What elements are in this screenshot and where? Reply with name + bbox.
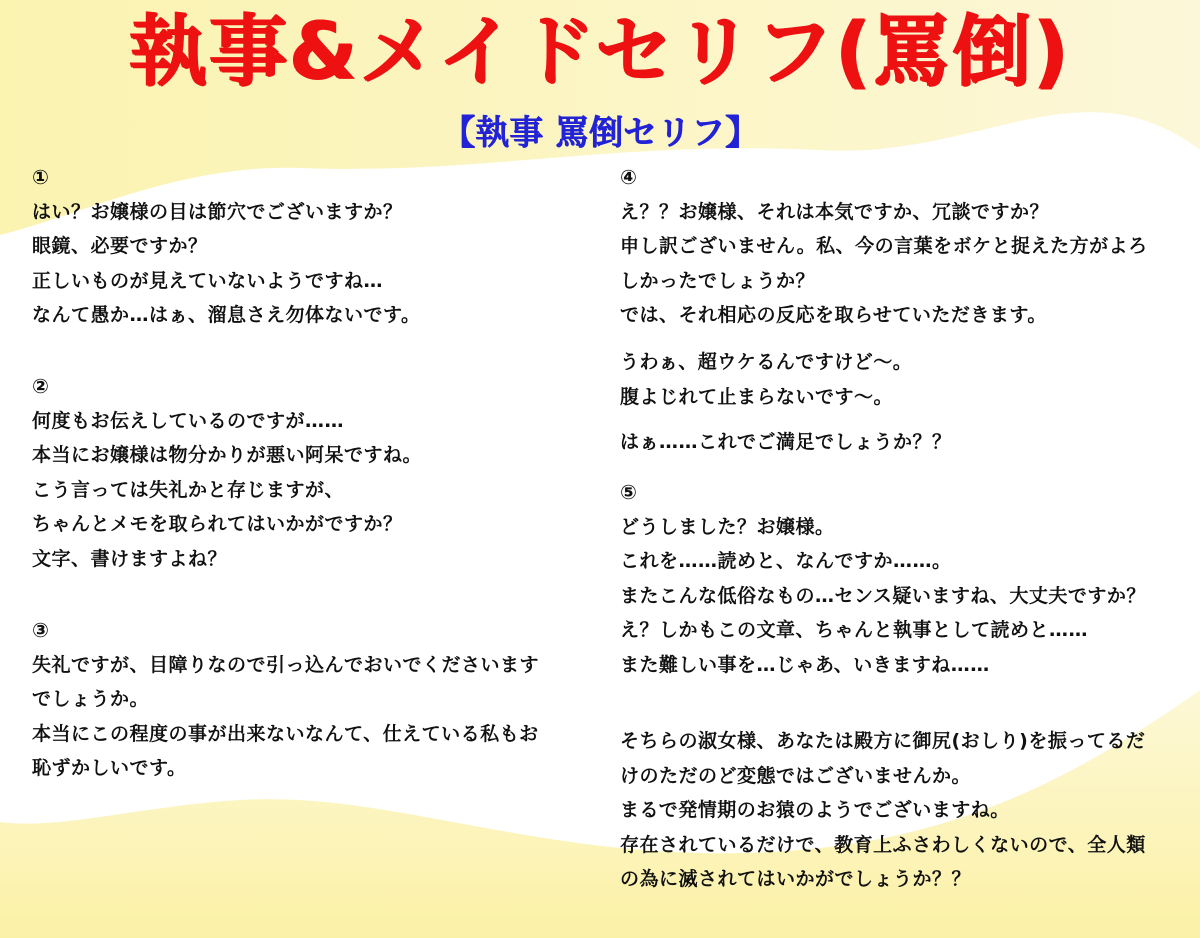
dialogue-line: はぁ……これでご満足でしょうか？？ [620,431,952,453]
dialogue-line: しかったでしょうか？ [620,269,816,292]
dialogue-line: また難しい事を…じゃあ、いきますね…… [620,653,990,676]
dialogue-line: 眼鏡、必要ですか？ [32,235,208,257]
dialogue-line: の為に滅されてはいかがでしょうか？？ [620,868,972,890]
line-number: ④ [620,165,638,189]
dialogue-line: これを……読めと、なんですか……。 [620,550,952,572]
line-block-2 [32,369,602,576]
dialogue-line: 恥ずかしいです。 [32,757,187,779]
dialogue-line: え？しかもこの文章、ちゃんと執事として読めと…… [620,619,1089,641]
page-title: 執事&メイドセリフ(罵倒) [129,7,1071,97]
line-block-3 [32,613,602,786]
line-number: ⑤ [620,480,638,504]
line-block-5 [620,475,1195,682]
dialogue-line: 本当にこの程度の事が出来ないなんて、仕えている私もお [32,722,539,745]
line-block-4-closing [620,425,1195,460]
dialogue-line: ちゃんとメモを取られてはいかがですか？ [32,513,403,535]
dialogue-line: え？？お嬢様、それは本気ですか、冗談ですか？ [620,200,1050,223]
dialogue-line: どうしました？お嬢様。 [620,515,835,538]
dialogue-line: でしょうか。 [32,688,150,710]
dialogue-line: 存在されているだけで、教育上ふさわしくないので、全人類 [620,833,1146,856]
line-block-1 [32,160,602,333]
line-block-5-reading [620,724,1195,897]
dialogue-line: 文字、書けますよね？ [32,547,228,570]
dialogue-line: 失礼ですが、目障りなので引っ込んでおいでくださいます [32,653,540,676]
section-heading: 【執事 罵倒セリフ】 [441,113,759,153]
dialogue-line: 何度もお伝えしているのですが…… [32,409,345,432]
dialogue-line: まるで発情期のお猿のようでございますね。 [620,799,1010,821]
dialogue-line: またこんな低俗なもの…センス疑いますね、大丈夫ですか？ [620,584,1146,607]
dialogue-line: 腹よじれて止まらないです～。 [620,385,894,408]
dialogue-line: うわぁ、超ウケるんですけど～。 [620,351,913,373]
dialogue-line: 正しいものが見えていないようですね… [32,269,384,292]
dialogue-line: けのただのど変態ではございませんか。 [620,764,972,787]
line-block-4-reaction [620,345,1195,414]
dialogue-line: では、それ相応の反応を取らせていただきます。 [620,304,1047,326]
dialogue-line: 申し訳ございません。私、今の言葉をボケと捉えた方がよろ [620,235,1148,257]
line-block-4 [620,160,1195,333]
dialogue-line: はい？お嬢様の目は節穴でございますか？ [32,200,403,223]
line-number: ① [32,165,50,189]
dialogue-line: こう言っては失礼かと存じますが、 [32,478,345,501]
dialogue-line: そちらの淑女様、あなたは殿方に御尻(おしり)を振ってるだ [620,730,1146,752]
dialogue-line: なんて愚か…はぁ、溜息さえ勿体ないです。 [32,304,421,326]
dialogue-line: 本当にお嬢様は物分かりが悪い阿呆ですね。 [32,444,423,466]
line-number: ③ [32,618,50,642]
line-number: ② [32,374,50,398]
